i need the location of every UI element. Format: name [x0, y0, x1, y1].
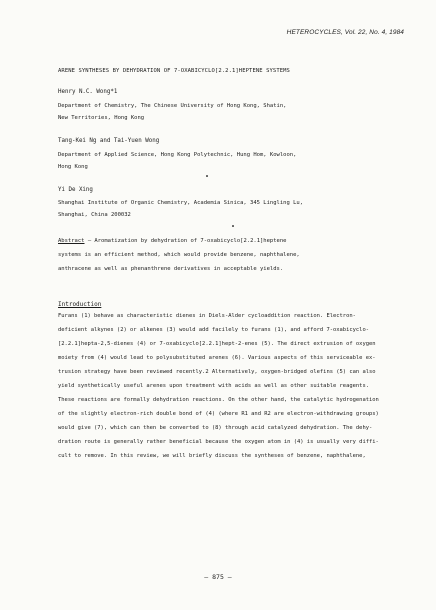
author-affiliation-line: Shanghai Institute of Organic Chemistry, Academia Sinica, 345 Lingling Lu, [58, 200, 304, 206]
journal-header: HETEROCYCLES, Vol. 22, No. 4, 1984 [286, 29, 404, 36]
author-name: Tang-Kei Ng and Tai-Yuen Wong [58, 138, 160, 144]
body-text-line: would give (7), which can then be converted to (8) through acid catalyzed dehydration. The dehy- [58, 425, 373, 431]
author-affiliation-line: Shanghai, China 200032 [58, 212, 131, 218]
author-affiliation-line: Department of Chemistry, The Chinese University of Hong Kong, Shatin, [58, 103, 287, 109]
author-name: Yi De Xing [58, 187, 93, 193]
abstract-label: Abstract [58, 238, 85, 244]
body-text-line: moiety from (4) would lead to polysubstituted arenes (6). Various aspects of this serviceable ex- [58, 355, 376, 361]
body-text-line: These reactions are formally dehydration reactions. On the other hand, the catalytic hydrogenation [58, 397, 379, 403]
body-text-line: trusion strategy have been reviewed recently.2 Alternatively, oxygen-bridged olefins (5) can also [58, 369, 376, 375]
author-affiliation-line: Department of Applied Science, Hong Kong Polytechnic, Hung Hom, Kowloon, [58, 152, 297, 158]
body-text-line: of the slightly electron-rich double bond of (4) (where R1 and R2 are electron-withdrawing groups) [58, 411, 379, 417]
body-text-line: [2.2.1]hepta-2,5-dienes (4) or 7-oxabicyclo[2.2.1]hept-2-enes (5). The direct extrusion of oxygen [58, 341, 376, 347]
body-text-line: dration route is generally rather beneficial because the oxygen atom in (4) is usually very diffi- [58, 439, 379, 445]
body-text-line: yield synthetically useful arenes upon treatment with acids as well as other suitable reagents. [58, 383, 369, 389]
body-text-line: Furans (1) behave as characteristic dienes in Diels-Alder cycloaddition reaction. Electron- [58, 313, 356, 319]
abstract-text: systems is an efficient method, which would provide benzene, naphthalene, [58, 252, 300, 258]
body-text-line: cult to remove. In this review, we will briefly discuss the syntheses of benzene, naphthalene, [58, 453, 366, 459]
abstract-first-line [58, 238, 287, 245]
paper-title: ARENE SYNTHESES BY DEHYDRATION OF 7-OXABICYCLO[2.2.1]HEPTENE SYSTEMS [58, 68, 290, 74]
page-number: — 875 — [204, 573, 232, 581]
author-affiliation-line: New Territories, Hong Kong [58, 115, 145, 121]
abstract-text: anthracene as well as phenanthrene derivatives in acceptable yields. [58, 266, 284, 272]
author-name: Henry N.C. Wong*1 [58, 89, 118, 95]
scan-speck [206, 175, 208, 177]
section-heading: Introduction [58, 301, 102, 308]
scan-speck [232, 225, 234, 227]
body-text-line: deficient alkynes (2) or alkenes (3) would add facilely to furans (1), and afford 7-oxabicyclo- [58, 327, 369, 333]
author-affiliation-line: Hong Kong [58, 164, 88, 170]
abstract-text: — Aromatization by dehydration of 7-oxabicyclo[2.2.1]heptene [87, 238, 287, 244]
